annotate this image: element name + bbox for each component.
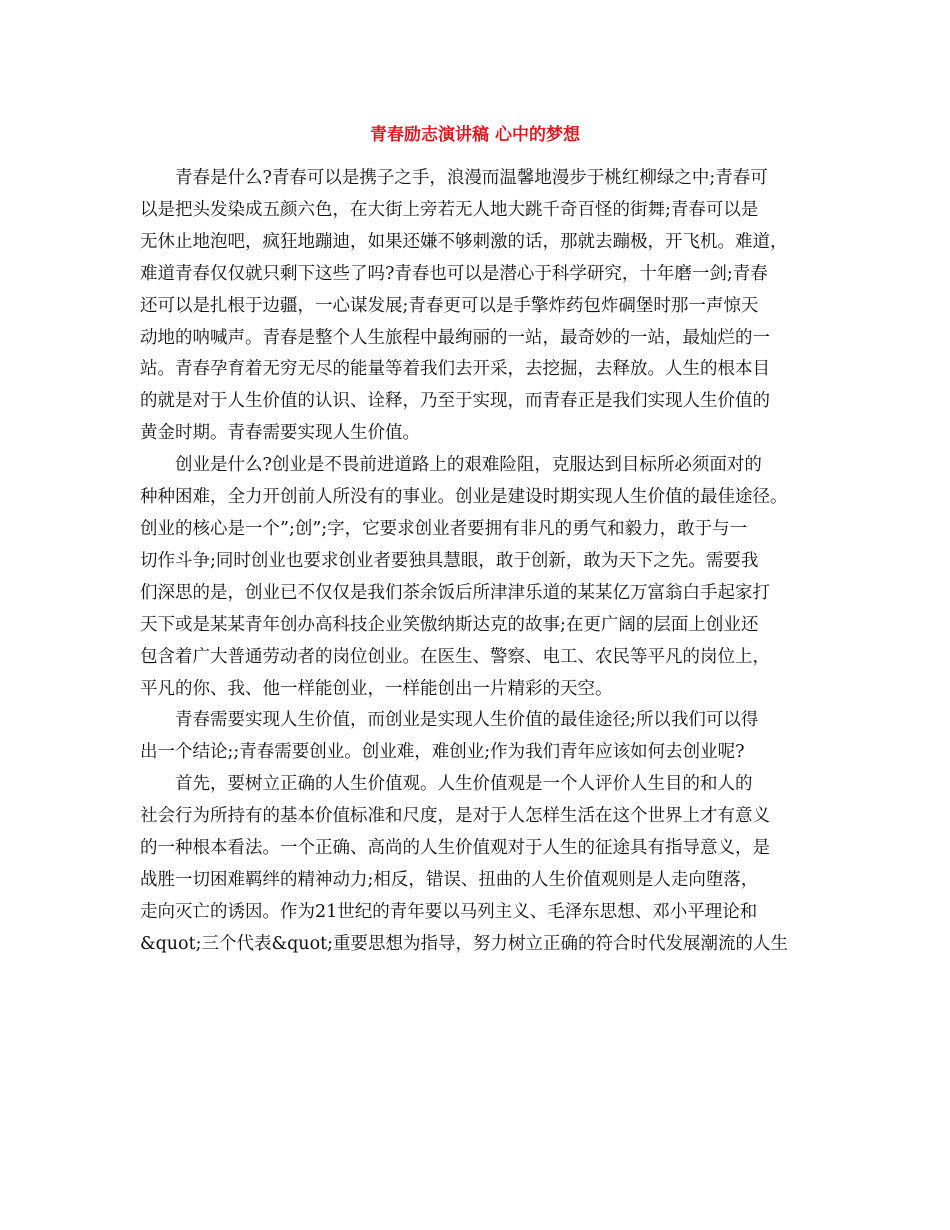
text-line: 黄金时期。青春需要实现人生价值。: [140, 423, 420, 444]
text-line: 切作斗争;同时创业也要求创业者要独具慧眼，敢于创新，敢为天下之先。需要我: [140, 550, 759, 571]
text-line: 种种困难，全力开创前人所没有的事业。创业是建设时期实现人生价值的最佳途径。: [140, 487, 788, 508]
document-title: 青春励志演讲稿 心中的梦想: [370, 125, 580, 145]
text-line: 首先，要树立正确的人生价值观。人生价值观是一个人评价人生目的和人的: [175, 774, 753, 795]
paragraph-1: [140, 163, 820, 450]
text-line: 创业是什么?创业是不畏前进道路上的艰难险阻，克服达到目标所必须面对的: [175, 455, 762, 476]
text-line: 的一种根本看法。一个正确、高尚的人生价值观对于人生的征途具有指导意义，是: [140, 838, 770, 859]
paragraph-4: [140, 769, 820, 960]
text-line: 创业的核心是一个”;创”;字，它要求创业者要拥有非凡的勇气和毅力，敢于与一: [140, 518, 748, 539]
paragraph-3: [140, 705, 820, 769]
paragraph-2: [140, 450, 820, 705]
text-line: &quot;三个代表&quot;重要思想为指导，努力树立正确的符合时代发展潮流的人生: [140, 933, 789, 954]
text-line: 们深思的是，创业已不仅仅是我们茶余饭后所津津乐道的某某亿万富翁白手起家打: [140, 582, 770, 603]
text-line: 平凡的你、我、他一样能创业，一样能创出一片精彩的天空。: [140, 678, 613, 699]
text-line: 无休止地泡吧，疯狂地蹦迪，如果还嫌不够刺激的话，那就去蹦极，开飞机。难道，: [140, 231, 788, 252]
document-body: [140, 163, 820, 961]
text-line: 难道青春仅仅就只剩下这些了吗?青春也可以是潜心于科学研究，十年磨一剑;青春: [140, 263, 768, 284]
text-line: 包含着广大普通劳动者的岗位创业。在医生、警察、电工、农民等平凡的岗位上，: [140, 646, 770, 667]
text-line: 青春是什么?青春可以是携子之手，浪漫而温馨地漫步于桃红柳绿之中;青春可: [175, 168, 768, 188]
text-line: 以是把头发染成五颜六色，在大街上旁若无人地大跳千奇百怪的街舞;青春可以是: [140, 199, 759, 220]
text-line: 动地的呐喊声。青春是整个人生旅程中最绚丽的一站，最奇妙的一站，最灿烂的一: [140, 327, 770, 348]
text-line: 青春需要实现人生价值，而创业是实现人生价值的最佳途径;所以我们可以得: [175, 710, 759, 731]
text-line: 出一个结论;;青春需要创业。创业难，难创业;作为我们青年应该如何去创业呢?: [140, 742, 745, 763]
text-line: 战胜一切困难羁绊的精神动力;相反，错误、扭曲的人生价值观则是人走向堕落，: [140, 869, 759, 890]
text-line: 还可以是扎根于边疆，一心谋发展;青春更可以是手擎炸药包炸碉堡时那一声惊天: [140, 295, 759, 316]
text-line: 走向灭亡的诱因。作为21世纪的青年要以马列主义、毛泽东思想、邓小平理论和: [140, 901, 758, 922]
text-line: 站。青春孕育着无穷无尽的能量等着我们去开采，去挖掘，去释放。人生的根本目: [140, 359, 770, 380]
text-line: 天下或是某某青年创办高科技企业笑傲纳斯达克的故事;在更广阔的层面上创业还: [140, 614, 759, 635]
text-line: 社会行为所持有的基本价值标准和尺度，是对于人怎样生活在这个世界上才有意义: [140, 806, 770, 827]
text-line: 的就是对于人生价值的认识、诠释，乃至于实现，而青春正是我们实现人生价值的: [140, 391, 770, 412]
